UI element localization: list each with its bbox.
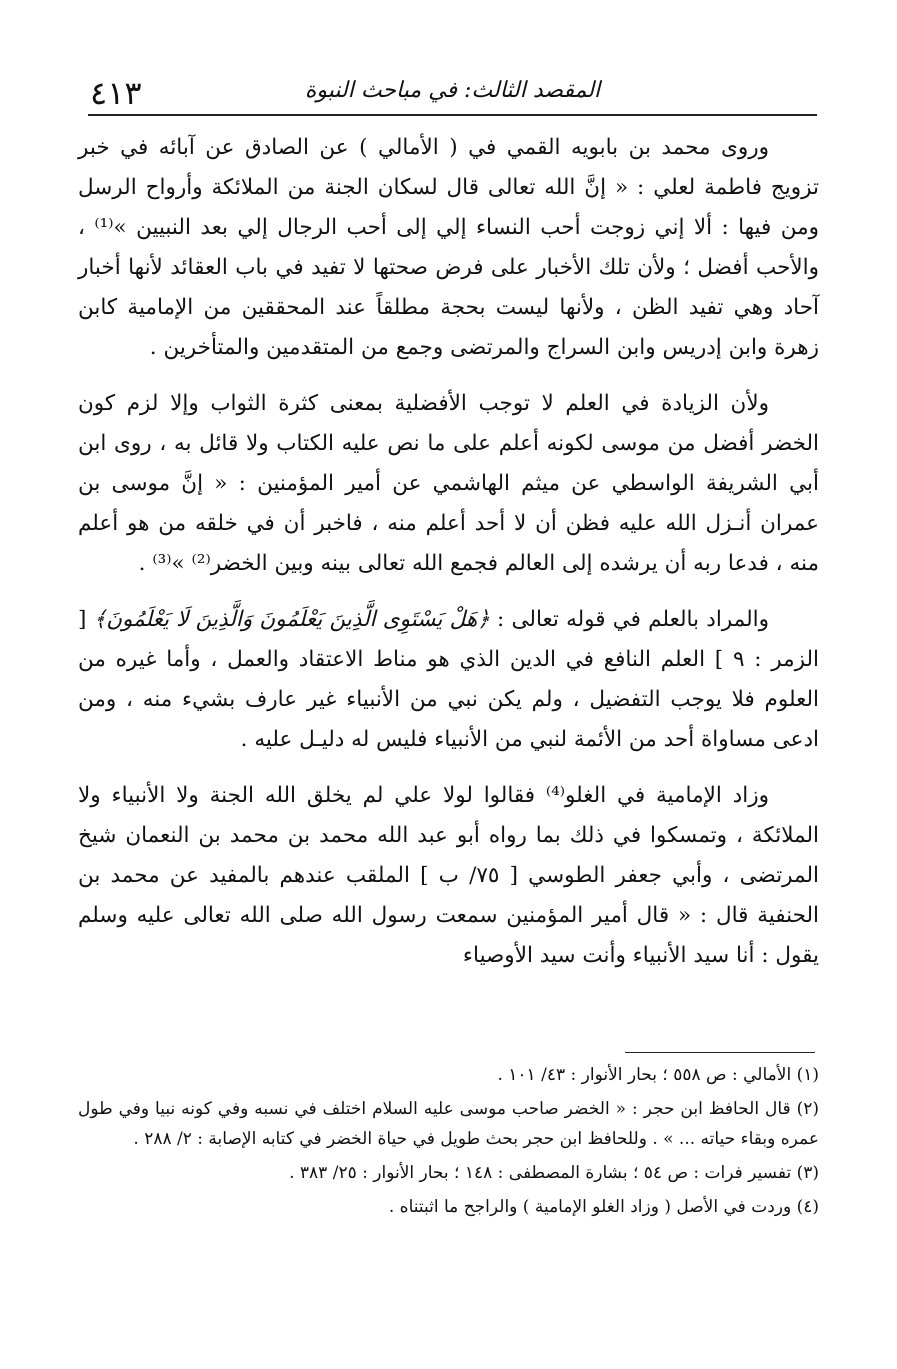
paragraph-3 bbox=[78, 600, 819, 760]
paragraph-1: وروى محمد بن بابويه القمي في ( الأمالي ) عن الصادق عن آبائه في خبر تزويج فاطمة لعلي : « إنَّ الله تعالى قال لسكان الجنة من الملائكة وأرواح الرسل ومن فيها : ألا إني زوجت أحب النساء إلي إلى أحب الرجال إلي بعد النبيين »⁽¹⁾ ، والأحب أفضل ؛ ولأن تلك الأخبار على فرض صحتها لا تفيد في باب العقائد لأنها أخبار آحاد وهي تفيد الظن ، ولأنها ليست بحجة مطلقاً عند المحققين من الإمامية كابن زهرة وابن إدريس وابن السراج والمرتضى وجمع من المتقدمين والمتأخرين . bbox=[78, 135, 819, 360]
main-text bbox=[78, 128, 819, 992]
footnote-separator bbox=[625, 1052, 815, 1053]
footnote-1: (١) الأمالي : ص ٥٥٨ ؛ بحار الأنوار : ٤٣/ ١٠١ . bbox=[497, 1065, 819, 1085]
page-header bbox=[88, 72, 817, 116]
running-title: المقصد الثالث: في مباحث النبوة bbox=[304, 78, 601, 103]
footnote-3: (٣) تفسير فرات : ص ٥٤ ؛ بشارة المصطفى : ١٤٨ ؛ بحار الأنوار : ٢٥/ ٣٨٣ . bbox=[289, 1163, 819, 1183]
quran-verse: ﴿هَلْ يَسْتَوِى الَّذِينَ يَعْلَمُونَ وَالَّذِينَ لَا يَعْلَمُونَ﴾ bbox=[93, 607, 490, 632]
paragraph-2: ولأن الزيادة في العلم لا توجب الأفضلية بمعنى كثرة الثواب وإلا لزم كون الخضر أفضل من موسى لكونه أعلم على ما نص عليه الكتاب ولا قائل به ، روى ابن أبي الشريفة الواسطي عن ميثم الهاشمي عن أمير المؤمنين : « إنَّ موسى بن عمران أنـزل الله عليه فظن أن لا أحد أعلم منه ، فاخبر أن في خلقه من هو أعلم منه ، فدعا ربه أن يرشده إلى العالم فجمع الله تعالى بينه وبين الخضر⁽²⁾ »⁽³⁾ . bbox=[78, 391, 819, 576]
paragraph-4: وزاد الإمامية في الغلو⁽⁴⁾ فقالوا لولا علي لم يخلق الله الجنة ولا الأنبياء ولا الملائكة ، وتمسكوا في ذلك بما رواه أبو عبد الله محمد بن محمد بن النعمان شيخ المرتضى ، وأبي جعفر الطوسي [ ٧٥/ ب ] الملقب عندهم بالمفيد عن محمد بن الحنفية قال : « قال أمير المؤمنين سمعت رسول الله صلى الله تعالى عليه وسلم يقول : أنا سيد الأنبياء وأنت سيد الأوصياء bbox=[78, 783, 819, 968]
footnote-2: (٢) قال الحافظ ابن حجر : « الخضر صاحب موسى عليه السلام اختلف في نسبه وفي كونه نبيا وفي طول عمره وبقاء حياته ... » . وللحافظ ابن حجر بحث طويل في حياة الخضر في كتابه الإصابة : ٢/ ٢٨٨ . bbox=[78, 1099, 819, 1149]
page-number: ٤١٣ bbox=[90, 74, 142, 112]
paragraph-3-rest: [ الزمر : ٩ ] العلم النافع في الدين الذي هو مناط الاعتقاد والعمل ، وأما غيره من العلوم فلا يوجب التفضيل ، ولم يكن نبي من الأنبياء غير عارف بشيء منه ، ومن ادعى مساواة أحد من الأئمة لنبي من الأنبياء فليس له دليـل عليه . bbox=[78, 607, 819, 752]
footnote-4: (٤) وردت في الأصل ( وزاد الغلو الإمامية ) والراجح ما اثبتناه . bbox=[388, 1197, 819, 1217]
footnotes bbox=[78, 1060, 819, 1226]
paragraph-3-intro: والمراد بالعلم في قوله تعالى : bbox=[489, 607, 769, 632]
